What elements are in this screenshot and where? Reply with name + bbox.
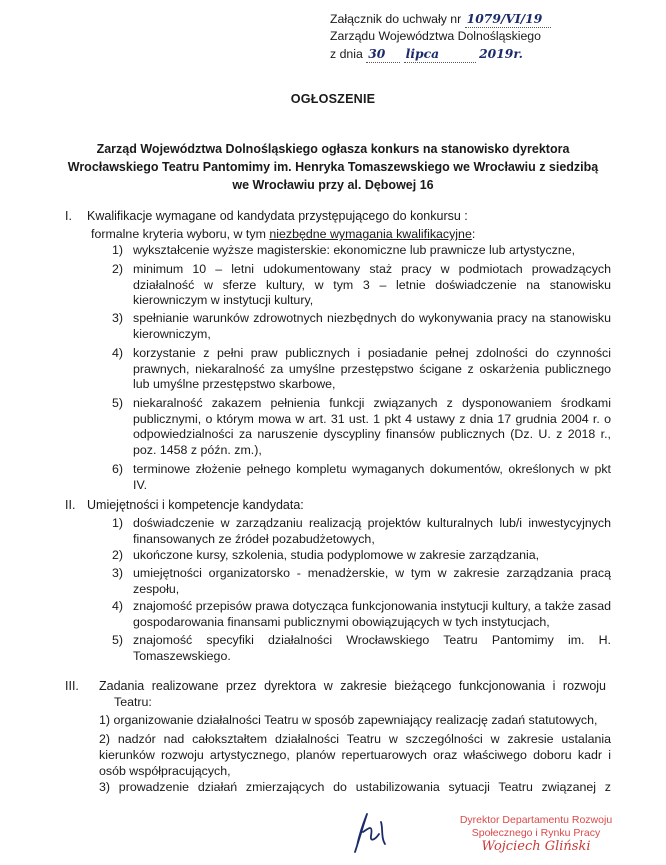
announcement-intro — [50, 140, 616, 194]
item-text: korzystanie z pełni praw publicznych i posiadanie pełnej zdolności do czynności prawnych, niekaralność za umyślne przestępstwo ścigane z oskarżenia publicznego lub umyślne przestępstwo skarbowe, — [133, 346, 611, 391]
section-2-title — [65, 498, 304, 512]
item-text: wykształcenie wyższe magisterskie: ekonomiczne lub prawnicze lub artystyczne, — [133, 243, 576, 257]
item-number: 5) — [112, 396, 124, 410]
item-text: znajomość specyfiki działalności Wrocławskiego Teatru Pantomimy im. H. Tomaszewskiego. — [133, 633, 611, 663]
item-text: znajomość przepisów prawa dotycząca funkcjonowania instytucji kultury, a także zasad gospodarowania finansami publicznymi obowiązujących w tych instytucjach, — [133, 599, 611, 629]
section-1-item — [112, 346, 611, 393]
lead-underlined: niezbędne wymagania kwalifikacyjne — [269, 227, 472, 241]
attachment-board: Zarządu Województwa Dolnośląskiego — [330, 29, 541, 43]
item-text: niekaralność zakazem pełnienia funkcji związanych z dysponowaniem środkami publicznymi, o którym mowa w art. 31 ust. 1 pkt 4 ustawy z dnia 17 grudnia 2004 r. o odpowiedzialności za naruszenie dyscypliny finansów publicznych (Dz. U. z 2018 r., poz. 1458 z późn. zm.), — [133, 396, 611, 457]
section-3-item: 1) organizowanie działalności Teatru w sposób zapewniający realizację zadań statutowych, — [99, 713, 598, 727]
item-number: 5) — [112, 633, 124, 647]
date-month: lipca — [404, 45, 476, 63]
section-2-item — [112, 516, 611, 547]
section-2-item — [112, 599, 611, 630]
section-1-item — [112, 462, 611, 493]
section-1-heading: Kwalifikacje wymagane od kandydata przystępującego do konkursu : — [87, 209, 468, 223]
signature-initials — [349, 806, 391, 854]
section-3-number: III. — [65, 679, 79, 693]
item-text: ukończone kursy, szkolenia, studia podyplomowe w zakresie zarządzania, — [133, 548, 540, 562]
stamp-line-2: Społecznego i Rynku Pracy — [471, 827, 601, 839]
item-number: 6) — [112, 462, 124, 476]
item-number: 4) — [112, 346, 124, 360]
section-1-item — [112, 396, 611, 458]
intro-line: Zarząd Województwa Dolnośląskiego ogłasza konkurs na stanowisko dyrektora — [96, 142, 570, 156]
item-number: 3) — [112, 566, 124, 580]
item-number: 1) — [112, 243, 124, 257]
section-1-title — [65, 209, 468, 223]
attachment-line-1 — [330, 10, 551, 28]
item-text: doświadczenie w zarządzaniu realizacją projektów kulturalnych lub/i inwestycyjnych finansowanych ze źródeł pozabudżetowych, — [133, 516, 611, 546]
section-3-heading-cont: Teatru: — [114, 695, 152, 709]
section-2-heading: Umiejętności i kompetencje kandydata: — [87, 498, 304, 512]
section-3-item: 2) nadzór nad całokształtem działalności Teatru w szczególności w zakresie ustalania kierunków rozwoju artystycznego, planów repertuarowych oraz właściwego doboru kadr i osób współpracujących, — [99, 732, 611, 778]
item-text: terminowe złożenie pełnego kompletu wymaganych dokumentów, określonych w pkt IV. — [133, 462, 611, 492]
item-number: 2) — [112, 548, 124, 562]
section-1-lead — [91, 227, 475, 243]
section-2-item — [112, 566, 611, 597]
item-number: 3) — [112, 311, 124, 325]
section-3-item: 3) prowadzenie działań zmierzających do ustabilizowania sytuacji Teatru związanej z — [99, 780, 611, 794]
official-stamp — [436, 814, 636, 853]
section-2-item — [112, 633, 611, 664]
intro-line: we Wrocławiu przy al. Dębowej 16 — [232, 178, 434, 192]
stamp-signatory: Wojciech Gliński — [481, 839, 591, 854]
section-1-item — [112, 262, 611, 309]
item-number: 1) — [112, 516, 124, 530]
attachment-date — [330, 45, 551, 63]
section-3-title — [65, 679, 606, 693]
attachment-date-label: z dnia — [330, 47, 363, 61]
lead-suffix: : — [471, 227, 476, 241]
intro-line: Wrocławskiego Teatru Pantomimy im. Henryka Tomaszewskiego we Wrocławiu z siedzibą — [67, 160, 599, 174]
attachment-resolution-label: Załącznik do uchwały nr — [330, 12, 462, 26]
section-1-item — [112, 311, 611, 342]
item-number: 4) — [112, 599, 124, 613]
item-text: minimum 10 – letni udokumentowany staż pracy w podmiotach prowadzących działalność w sferze kultury, w tym 3 – letnie doświadczenie na stanowisku kierowniczym w instytucji kultury, — [133, 262, 611, 307]
item-number: 2) — [112, 262, 124, 276]
section-2-number: II. — [65, 498, 76, 512]
item-text: umiejętności organizatorsko - menadżerskie, w tym w zakresie zarządzania pracą zespołu, — [133, 566, 611, 596]
section-1-number: I. — [65, 209, 72, 223]
date-year: 2019r. — [479, 46, 523, 61]
item-text: spełnianie warunków zdrowotnych niezbędnych do wykonywania pracy na stanowisku kierowniczym, — [133, 311, 611, 341]
section-2-item — [112, 548, 611, 564]
resolution-number: 1079/VI/19 — [465, 10, 551, 28]
attachment-header — [330, 10, 551, 63]
document-title: OGŁOSZENIE — [290, 92, 376, 106]
section-1-item — [112, 243, 611, 259]
stamp-line-1: Dyrektor Departamentu Rozwoju — [459, 814, 613, 826]
date-day: 30 — [366, 45, 400, 63]
section-3-heading: Zadania realizowane przez dyrektora w zakresie bieżącego funkcjonowania i rozwoju — [99, 679, 606, 693]
lead-prefix: formalne kryteria wyboru, w tym — [91, 227, 270, 241]
